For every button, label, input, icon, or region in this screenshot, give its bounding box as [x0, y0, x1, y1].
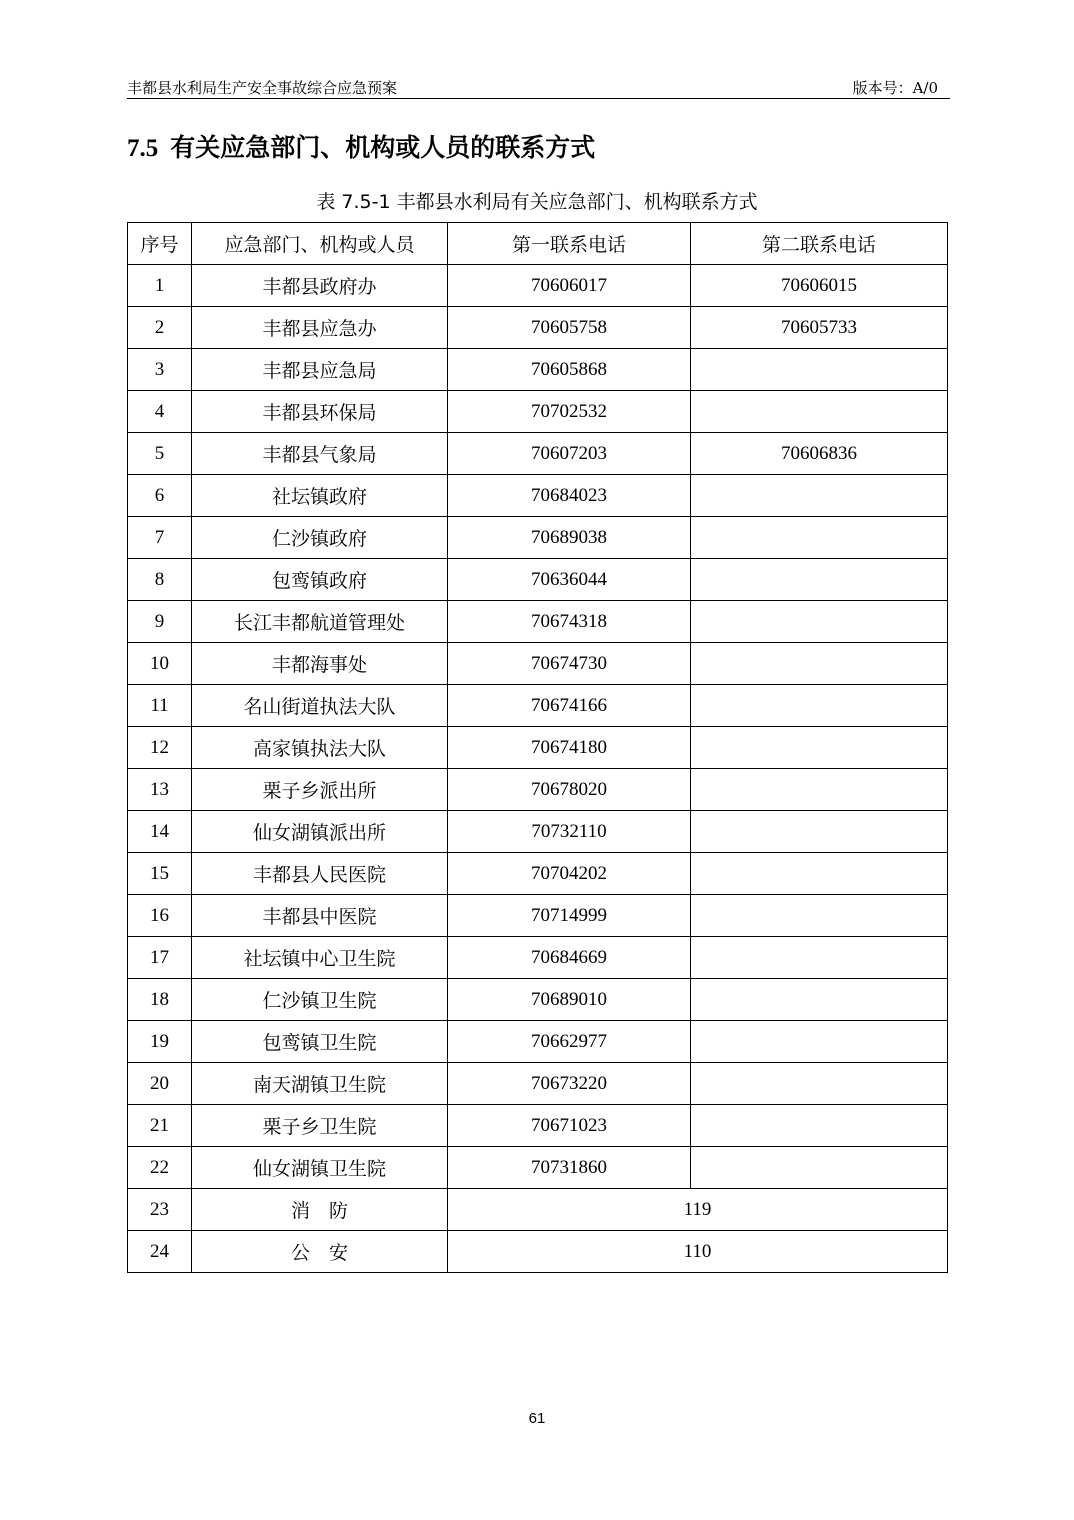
table-row	[128, 433, 948, 475]
second-phone: 70606015	[691, 265, 948, 307]
row-number: 3	[128, 349, 192, 391]
second-phone	[691, 391, 948, 433]
organization-name: 包鸾镇卫生院	[192, 1021, 448, 1063]
table-row	[128, 601, 948, 643]
table-row	[128, 1063, 948, 1105]
row-number: 8	[128, 559, 192, 601]
document-title: 丰都县水利局生产安全事故综合应急预案	[127, 79, 398, 97]
row-number: 13	[128, 769, 192, 811]
organization-name: 丰都县气象局	[192, 433, 448, 475]
column-header-no: 序号	[128, 223, 192, 265]
table-row	[128, 811, 948, 853]
table-row	[128, 1189, 948, 1231]
row-number: 14	[128, 811, 192, 853]
second-phone	[691, 769, 948, 811]
organization-name: 消 防	[192, 1189, 448, 1231]
table-row	[128, 1105, 948, 1147]
row-number: 16	[128, 895, 192, 937]
table-body	[128, 265, 948, 1273]
second-phone	[691, 1021, 948, 1063]
organization-name: 栗子乡派出所	[192, 769, 448, 811]
row-number: 17	[128, 937, 192, 979]
organization-name: 仙女湖镇派出所	[192, 811, 448, 853]
first-phone: 70636044	[448, 559, 691, 601]
organization-name: 公 安	[192, 1231, 448, 1273]
second-phone	[691, 475, 948, 517]
column-header-name: 应急部门、机构或人员	[192, 223, 448, 265]
second-phone	[691, 349, 948, 391]
second-phone	[691, 853, 948, 895]
row-number: 22	[128, 1147, 192, 1189]
row-number: 1	[128, 265, 192, 307]
table-row	[128, 1231, 948, 1273]
first-phone: 70674730	[448, 643, 691, 685]
first-phone: 70689010	[448, 979, 691, 1021]
organization-name: 长江丰都航道管理处	[192, 601, 448, 643]
row-number: 18	[128, 979, 192, 1021]
first-phone: 70731860	[448, 1147, 691, 1189]
second-phone	[691, 895, 948, 937]
organization-name: 栗子乡卫生院	[192, 1105, 448, 1147]
table-row	[128, 979, 948, 1021]
second-phone	[691, 1063, 948, 1105]
first-phone: 70674318	[448, 601, 691, 643]
first-phone: 70605758	[448, 307, 691, 349]
organization-name: 丰都县应急办	[192, 307, 448, 349]
table-row	[128, 853, 948, 895]
page-number: 61	[528, 1410, 546, 1427]
row-number: 2	[128, 307, 192, 349]
table-row	[128, 1147, 948, 1189]
organization-name: 社坛镇政府	[192, 475, 448, 517]
section-number: 7.5	[127, 135, 159, 162]
version-label: 版本号：A/0	[852, 79, 938, 97]
first-phone: 70606017	[448, 265, 691, 307]
organization-name: 包鸾镇政府	[192, 559, 448, 601]
section-heading	[127, 128, 595, 164]
first-phone: 70732110	[448, 811, 691, 853]
row-number: 23	[128, 1189, 192, 1231]
organization-name: 丰都县政府办	[192, 265, 448, 307]
first-phone: 70714999	[448, 895, 691, 937]
row-number: 7	[128, 517, 192, 559]
first-phone: 70674180	[448, 727, 691, 769]
second-phone	[691, 1147, 948, 1189]
row-number: 24	[128, 1231, 192, 1273]
table-caption: 表 7.5-1 丰都县水利局有关应急部门、机构联系方式	[316, 191, 758, 213]
table-row	[128, 895, 948, 937]
row-number: 10	[128, 643, 192, 685]
table-row	[128, 307, 948, 349]
table-row	[128, 349, 948, 391]
row-number: 15	[128, 853, 192, 895]
first-phone: 70662977	[448, 1021, 691, 1063]
second-phone: 70606836	[691, 433, 948, 475]
second-phone	[691, 517, 948, 559]
table-row	[128, 769, 948, 811]
first-phone: 70704202	[448, 853, 691, 895]
phone-number: 119	[448, 1189, 948, 1231]
table-row	[128, 475, 948, 517]
organization-name: 名山街道执法大队	[192, 685, 448, 727]
second-phone	[691, 643, 948, 685]
first-phone: 70689038	[448, 517, 691, 559]
table-row	[128, 265, 948, 307]
first-phone: 70673220	[448, 1063, 691, 1105]
first-phone: 70674166	[448, 685, 691, 727]
phone-number: 110	[448, 1231, 948, 1273]
row-number: 21	[128, 1105, 192, 1147]
page-header	[127, 77, 950, 99]
section-title: 有关应急部门、机构或人员的联系方式	[170, 133, 596, 162]
table-row	[128, 937, 948, 979]
organization-name: 仙女湖镇卫生院	[192, 1147, 448, 1189]
row-number: 11	[128, 685, 192, 727]
second-phone	[691, 811, 948, 853]
second-phone	[691, 559, 948, 601]
second-phone	[691, 937, 948, 979]
organization-name: 丰都海事处	[192, 643, 448, 685]
organization-name: 南天湖镇卫生院	[192, 1063, 448, 1105]
row-number: 6	[128, 475, 192, 517]
row-number: 12	[128, 727, 192, 769]
second-phone	[691, 601, 948, 643]
table-row	[128, 685, 948, 727]
table-row	[128, 1021, 948, 1063]
first-phone: 70678020	[448, 769, 691, 811]
organization-name: 社坛镇中心卫生院	[192, 937, 448, 979]
first-phone: 70684023	[448, 475, 691, 517]
organization-name: 丰都县应急局	[192, 349, 448, 391]
second-phone: 70605733	[691, 307, 948, 349]
table-row	[128, 559, 948, 601]
organization-name: 丰都县人民医院	[192, 853, 448, 895]
table-row	[128, 517, 948, 559]
second-phone	[691, 685, 948, 727]
row-number: 20	[128, 1063, 192, 1105]
second-phone	[691, 1105, 948, 1147]
second-phone	[691, 979, 948, 1021]
organization-name: 仁沙镇卫生院	[192, 979, 448, 1021]
organization-name: 丰都县环保局	[192, 391, 448, 433]
column-header-phone2: 第二联系电话	[691, 223, 948, 265]
first-phone: 70702532	[448, 391, 691, 433]
table-row	[128, 727, 948, 769]
first-phone: 70684669	[448, 937, 691, 979]
row-number: 19	[128, 1021, 192, 1063]
first-phone: 70671023	[448, 1105, 691, 1147]
first-phone: 70605868	[448, 349, 691, 391]
organization-name: 仁沙镇政府	[192, 517, 448, 559]
row-number: 4	[128, 391, 192, 433]
contacts-table	[127, 222, 948, 1273]
second-phone	[691, 727, 948, 769]
table-row	[128, 643, 948, 685]
table-row	[128, 391, 948, 433]
organization-name: 丰都县中医院	[192, 895, 448, 937]
first-phone: 70607203	[448, 433, 691, 475]
row-number: 5	[128, 433, 192, 475]
table-header-row	[128, 223, 948, 265]
column-header-phone1: 第一联系电话	[448, 223, 691, 265]
row-number: 9	[128, 601, 192, 643]
organization-name: 高家镇执法大队	[192, 727, 448, 769]
